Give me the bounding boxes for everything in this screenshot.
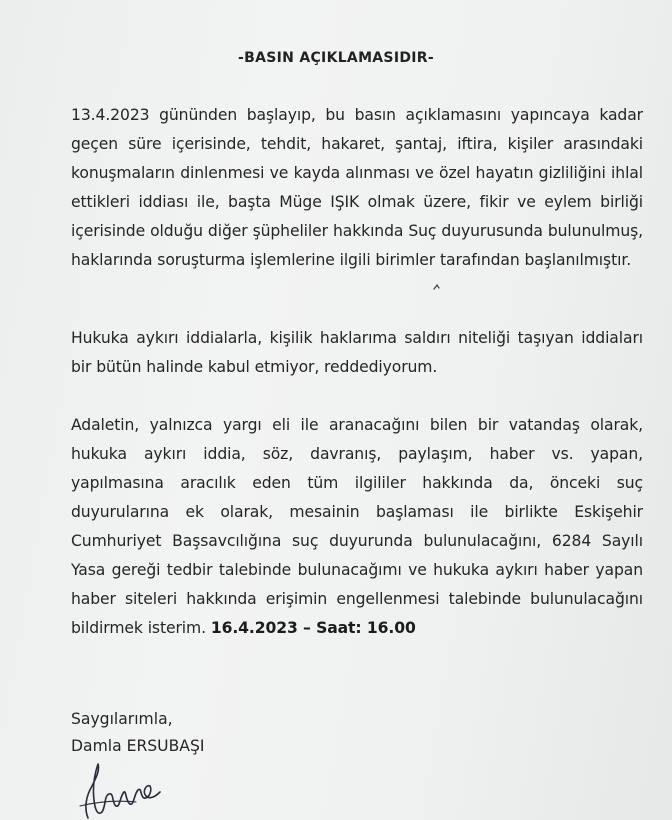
closing-block <box>71 706 204 760</box>
paragraph-2: Hukuka aykırı iddialarla, kişilik haklarıma saldırı niteliği taşıyan iddiaları bir bütün halinde kabul etmiyor, reddediyorum. <box>71 329 643 376</box>
date-time: 16.4.2023 – Saat: 16.00 <box>210 619 416 637</box>
closing-salutation: Saygılarımla, <box>71 710 173 728</box>
paper-speck <box>432 282 442 292</box>
paragraph-1: 13.4.2023 gününden başlayıp, bu basın açıklamasını yapıncaya kadar geçen süre içerisinde, tehdit, hakaret, şantaj, iftira, kişiler arasındaki konuşmaların dinlenmesi ve kayda alınması ve özel hayatın gizliliğini ihlal ettikleri iddiası ile, başta Müge IŞIK olmak üzere, fikir ve eylem birliği içerisinde olduğu diğer şüpheliler hakkında Suç duyurusunda bulunulmuş, haklarında soruşturma işlemlerine ilgili birimler tarafından başlanılmıştır. <box>71 106 643 269</box>
handwritten-signature <box>76 756 166 820</box>
document-title: -BASIN AÇIKLAMASIDIR- <box>238 50 434 66</box>
paragraph-3-text: Adaletin, yalnızca yargı eli ile aranacağını bilen bir vatandaş olarak, hukuka aykırı iddia, söz, davranış, paylaşım, haber vs. yapan, yapılmasına aracılık eden tüm ilgililer hakkında da, önceki suç duyurularına ek olarak, mesainin başlaması ile birlikte Eskişehir Cumhuriyet Başsavcılığına suç duyurunda bulunulacağını, 6284 Sayılı Yasa gereği tedbir talebinde bulunacağımı ve hukuka aykırı haber yapan haber siteleri hakkında erişimin engellenmesi talebinde bulunulacağını bildirmek isterim. <box>71 416 643 637</box>
paragraph-3 <box>71 411 643 643</box>
signatory-name: Damla ERSUBAŞI <box>71 737 205 755</box>
